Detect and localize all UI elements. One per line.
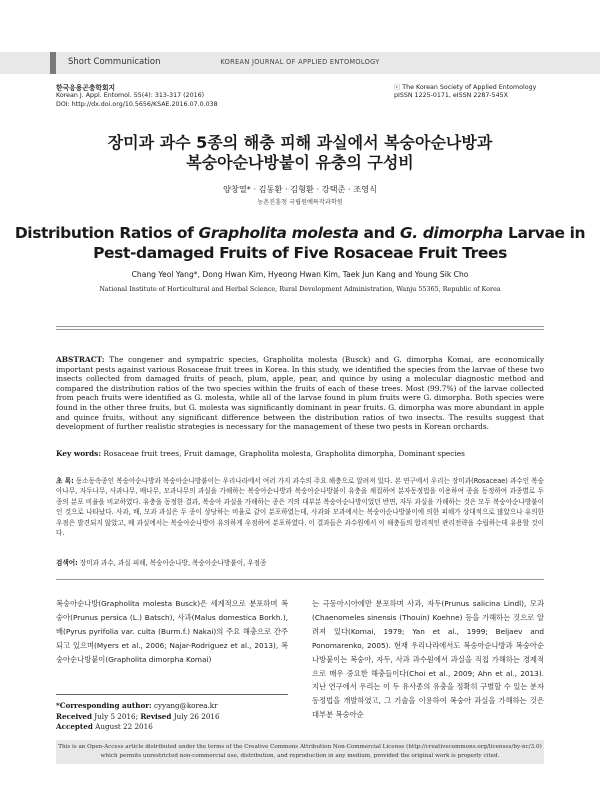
title-part: Larvae in — [502, 224, 586, 242]
korean-title — [0, 133, 600, 173]
korean-title-line1: 장미과 과수 5종의 해충 피해 과실에서 복숭아순나방과 — [107, 133, 493, 152]
divider-top — [56, 326, 544, 327]
citation-line: Korean J. Appl. Entomol. 55(4): 313-317 (2016) — [56, 92, 205, 100]
korean-keywords-label: 검색어: — [56, 559, 78, 567]
korean-abstract — [56, 476, 544, 538]
revised-label: Revised — [140, 711, 172, 721]
body-left-column: 복숭아순나방(Grapholita molesta Busck)은 세계적으로 분포하며 복숭아(Prunus persica (L.) Batsch), 사과(Malus domestica Borkh.), 배(Pyrus pyrifolia var. culta (Burm.f.) Nakai)의 주요 해충으로 간주되고 있으며(Myers et al., 2006; Najar-Rodriguez et al., 2013), 복숭아순나방붙이(Grapholita dimorpha Komai) — [56, 599, 288, 664]
accepted-date: August 22 2016 — [92, 722, 153, 732]
abstract-label: ABSTRACT: — [56, 355, 105, 364]
accepted — [56, 722, 288, 733]
title-part: Distribution Ratios of — [14, 224, 199, 242]
corresponding-author — [56, 701, 288, 712]
copyright-line: ⓒ The Korean Society of Applied Entomology — [394, 84, 537, 91]
header-bar — [0, 52, 600, 74]
doi-link[interactable]: DOI: http://dx.doi.org/10.5656/KSAE.2016.07.0.038 — [56, 100, 218, 108]
english-affiliation: National Institute of Horticultural and Herbal Science, Rural Development Administration, Wanju 55365, Republic of Korea — [99, 285, 501, 293]
english-title-line2: Pest-damaged Fruits of Five Rosaceae Fruit Trees — [93, 244, 507, 262]
english-title-line1 — [0, 223, 600, 243]
section-label: Short Communication — [68, 57, 161, 67]
license-line1: This is an Open-Access article distributed under the terms of the Creative Commons Attribution Non-Commercial License (http://creativecommons.org/licenses/by-nc/3.0) — [58, 744, 542, 750]
correspondence-block — [56, 694, 288, 733]
received-revised — [56, 712, 288, 723]
copyright-block — [394, 84, 544, 101]
korean-title-line2: 복숭아순나방붙이 유충의 구성비 — [186, 153, 414, 172]
corresponding-email[interactable]: cyyang@korea.kr — [151, 701, 218, 710]
journal-name: KOREAN JOURNAL OF APPLIED ENTOMOLOGY — [220, 58, 380, 66]
corresponding-author-label: *Corresponding author: — [56, 701, 152, 710]
english-authors: Chang Yeol Yang*, Dong Hwan Kim, Hyeong Hwan Kim, Taek Jun Kang and Young Sik Cho — [131, 270, 469, 279]
english-abstract — [56, 355, 544, 432]
divider-body — [56, 579, 544, 580]
korean-affiliation: 농촌진흥청 국립원예특작과학원 — [257, 199, 343, 206]
korean-keywords — [56, 558, 544, 568]
korean-authors: 양창열* · 김동환 · 김형환 · 강택준 · 조영식 — [223, 184, 377, 194]
citation-block — [56, 84, 218, 109]
title-species-1: Grapholita molesta — [198, 224, 359, 242]
title-part: and — [358, 224, 400, 242]
keywords-label: Key words: — [56, 449, 102, 458]
received-label: Received — [56, 711, 93, 721]
english-title — [0, 223, 600, 263]
accepted-label: Accepted — [56, 722, 93, 732]
korean-keywords-text: 장미과 과수, 과실 피해, 복숭아순나방, 복숭아순나방붙이, 우점종 — [77, 559, 267, 567]
received-date: July 5 2016; — [92, 711, 141, 721]
license-line2: which permits unrestricted non-commercial use, distribution, and reproduction in any medium, provided the original work is properly cited. — [100, 752, 500, 759]
issn-line: pISSN 1225-0171, eISSN 2287-545X — [394, 92, 508, 100]
korean-abstract-label: 초 록: — [56, 477, 74, 485]
english-keywords — [56, 449, 544, 459]
abstract-text: The congener and sympatric species, Grapholita molesta (Busck) and G. dimorpha Komai, are economically important pests against various Rosaceae fruit trees in Korea. In this study, we identified the species from the larvae of these two insects collected from damaged fruits of peach, plum, apple, pear, and quince by using a molecular diagnostic method and compared the distribution ratios of the two species within the fruits of each of these trees. Most (99.7%) of the larvae collected from peach fruits were identified as G. molesta, while all of the larvae found in plum fruits were G. dimorpha. Both species were found in the other three fruits, but G. molesta was significantly dominant in pear fruits. G. dimorpha was more abundant in apple and quince fruits, without any significant difference between the distribution ratios of two insects. The results suggest that development of further realistic strategies is necessary for the management of these two pests in Korean orchards. — [56, 355, 544, 432]
title-species-2: G. dimorpha — [399, 224, 503, 242]
license-footer — [56, 740, 544, 764]
revised-date: July 26 2016 — [171, 711, 220, 721]
keywords-text: Rosaceae fruit trees, Fruit damage, Grapholita molesta, Grapholita dimorpha, Dominant species — [101, 449, 465, 458]
korean-journal-name: 한국응용곤충학회지 — [56, 84, 116, 92]
body-right-column: 는 극동아시아에만 분포하며 사과, 자두(Prunus salicina Lindl), 모과(Chaenomeles sinensis (Thouin) Koehne) 등을 가해하는 것으로 알려져 있다(Komai, 1979; Yan et al., 1999; Beljaev and Ponomarenko, 2005). 현재 우리나라에서도 복숭아순나방과 복숭아순나방붙이는 복숭아, 자두, 사과 과수원에서 과실을 직접 가해하는 경제적으로 매우 중요한 해충들이다(Choi et al., 2009; Ahn et al., 2013). 지난 연구에서 우리는 이 두 유사종의 유충을 정확히 구별할 수 있는 분자동정법을 개발하였고, 그 기술을 이용하여 복숭아 과실을 가해하는 것은 대부분 복숭아순 — [312, 599, 544, 720]
korean-abstract-text: 동소동속종인 복숭아순나방과 복숭아순나방붙이는 우리나라에서 여러 가지 과수의 주요 해충으로 알려져 있다. 본 연구에서 우리는 장미과(Rosaceae) 과수인 복숭아나무, 자두나무, 사과나무, 배나무, 모과나무의 과실을 가해하는 복숭아순나방과 복숭아순나방붙이 유충을 채집하여 분자동정법을 이용하여 종을 동정하여 과종별로 두 종의 분포 비율을 비교하였다. 유충을 동정한 결과, 복숭아 과실을 가해하는 종은 거의 대부분 복숭아순나방이었던 반면, 자두 과실을 가해하는 것은 모두 복숭아순나방붙이인 것으로 나타났다. 사과, 배, 모과 과실은 두 종이 상당하는 비율로 같이 분포하였는데, 사과와 모과에서는 복숭아순나방붙이에 의한 피해가 상대적으로 많았으나 유의한 우점은 발견되지 않았고, 배 과실에서는 복숭아순나방이 유의하게 우점하여 분포하였다. 이 결과들은 과수원에서 이 해충들의 합리적인 관리전략을 수립하는데 유용할 것이다. — [56, 477, 545, 538]
divider-top-second — [56, 329, 544, 330]
